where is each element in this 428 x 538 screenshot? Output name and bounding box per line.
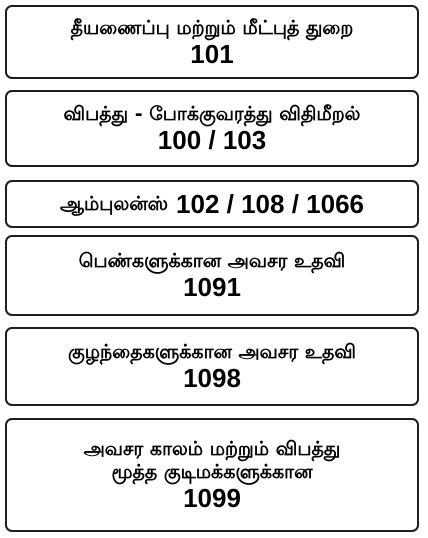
child-helpline-card	[5, 327, 419, 406]
card-number: 1091	[183, 272, 241, 302]
senior-citizen-card	[5, 418, 419, 532]
card-label: தீயணைப்பு மற்றும் மீட்புத் துறை	[70, 16, 354, 39]
card-label: ஆம்புலன்ஸ்	[59, 192, 169, 215]
accident-traffic-card	[5, 90, 419, 167]
ambulance-card	[5, 180, 419, 228]
fire-rescue-card	[5, 5, 419, 79]
card-number: 100 / 103	[157, 125, 267, 155]
card-label: குழந்தைகளுக்கான அவசர உதவி	[67, 341, 357, 363]
card-label: விபத்து - போக்குவரத்து விதிமீறல்	[63, 103, 361, 125]
card-number: 1099	[183, 483, 241, 513]
card-number: 1098	[183, 363, 241, 393]
card-label-line2: மூத்த குடிமக்களுக்கான	[111, 461, 313, 483]
card-number: 101	[190, 38, 234, 69]
women-helpline-card	[5, 235, 419, 316]
card-number: 102 / 108 / 1066	[176, 189, 364, 219]
card-label-line1: அவசர காலம் மற்றும் விபத்து	[83, 438, 341, 460]
card-label: பெண்களுக்கான அவசர உதவி	[78, 250, 346, 272]
